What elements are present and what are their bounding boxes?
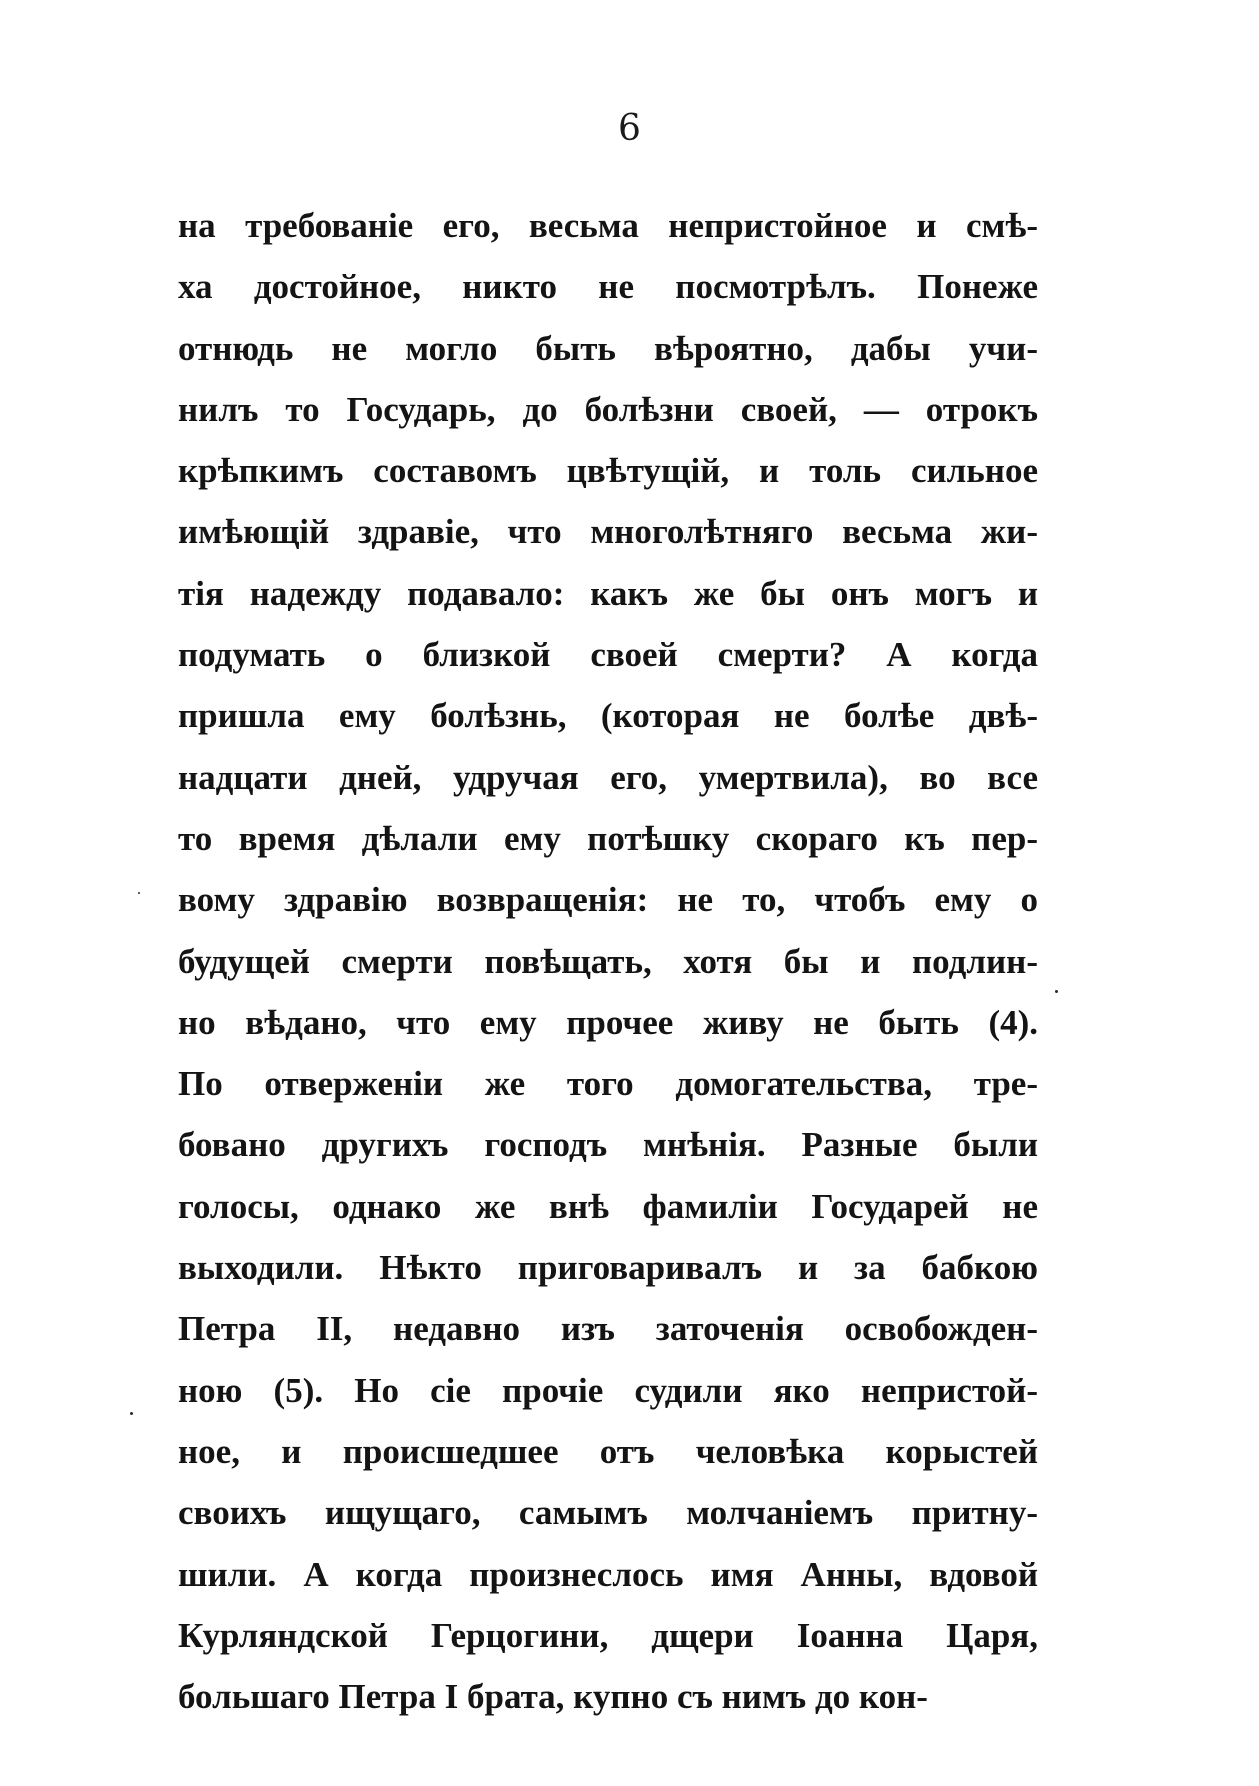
scan-speck: [1055, 990, 1058, 993]
text-line: но вѣдано, что ему прочее живу не быть (4).: [178, 1002, 1038, 1042]
text-line: Петра II, недавно изъ заточенія освобожден-: [178, 1309, 1038, 1349]
text-line: выходили. Нѣкто приговаривалъ и за бабкою: [178, 1248, 1038, 1288]
text-line: голосы, однако же внѣ фамиліи Государей не: [178, 1186, 1038, 1226]
page-number: 6: [618, 108, 641, 149]
text-line: подумать о близкой своей смерти? А когда: [178, 635, 1038, 675]
text-line: на требованіе его, весьма непристойное и смѣ-: [178, 206, 1038, 245]
text-line: отнюдь не могло быть вѣроятно, дабы учи-: [178, 328, 1038, 368]
scan-speck: [138, 892, 140, 894]
scan-speck: [130, 1412, 133, 1415]
text-line: нилъ то Государь, до болѣзни своей, — отрокъ: [178, 389, 1038, 429]
text-line: пришла ему болѣзнь, (которая не болѣе двѣ-: [178, 696, 1038, 736]
text-line: имѣющій здравіе, что многолѣтняго весьма жи-: [178, 512, 1038, 552]
text-line: крѣпкимъ составомъ цвѣтущій, и толь сильное: [178, 451, 1038, 491]
text-line: будущей смерти повѣщать, хотя бы и подлин-: [178, 941, 1038, 981]
text-line: шили. А когда произнеслось имя Анны, вдовой: [178, 1554, 1038, 1594]
text-line: надцати дней, удручая его, умертвила), во все: [178, 757, 1038, 797]
text-line: бовано другихъ господъ мнѣнія. Разные были: [178, 1125, 1038, 1165]
text-line: своихъ ищущаго, самымъ молчаніемъ притну-: [178, 1493, 1038, 1533]
text-line: ное, и происшедшее отъ человѣка корыстей: [178, 1431, 1038, 1471]
text-line: большаго Петра I брата, купно съ нимъ до кон-: [178, 1677, 928, 1717]
body-text: [178, 195, 1038, 1727]
text-line: вому здравію возвращенія: не то, чтобъ ему о: [178, 880, 1038, 920]
text-line: ною (5). Но сіе прочіе судили яко непристой-: [178, 1370, 1038, 1410]
text-line: По отверженіи же того домогательства, тре-: [178, 1064, 1038, 1104]
text-line: Курляндской Герцогини, дщери Іоанна Царя,: [178, 1615, 1038, 1655]
text-line: то время дѣлали ему потѣшку скораго къ пер-: [178, 818, 1038, 858]
text-line: ха достойное, никто не посмотрѣлъ. Понеже: [178, 267, 1038, 307]
text-line: тія надежду подавало: какъ же бы онъ могъ и: [178, 573, 1038, 613]
